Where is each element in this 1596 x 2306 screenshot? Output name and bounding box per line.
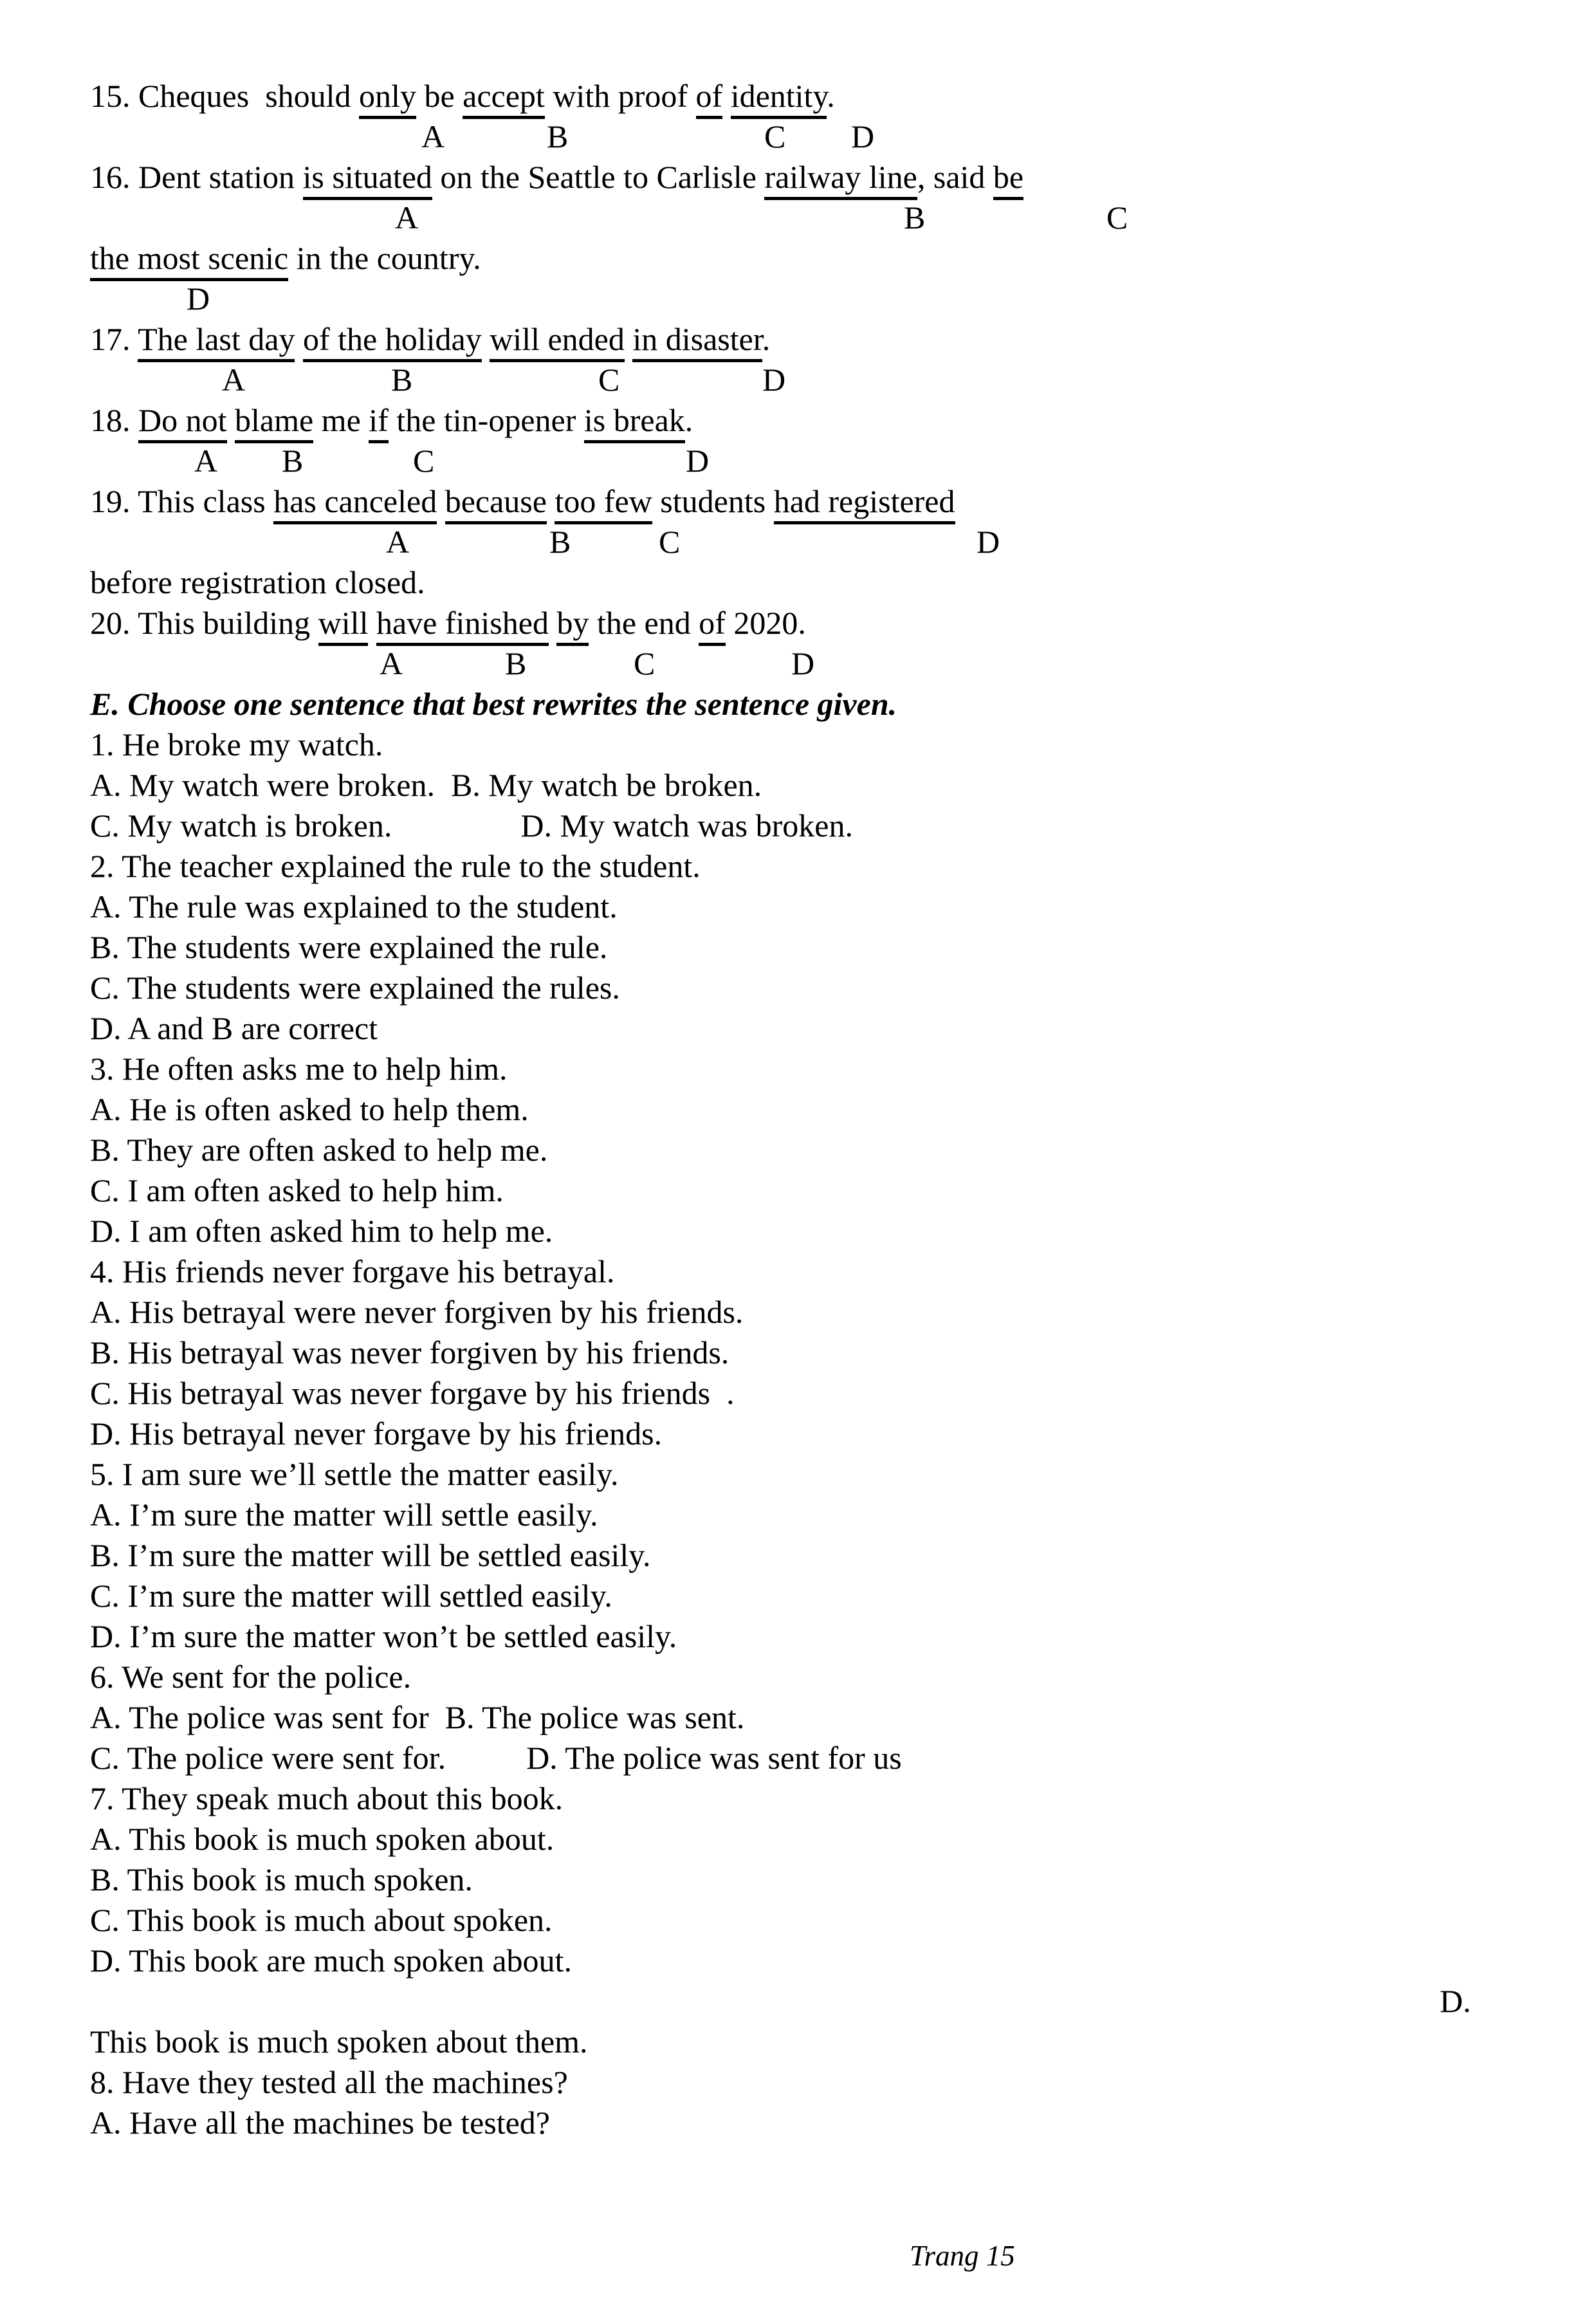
answer-letter-c: C [634,645,656,681]
text-line: 3. He often asks me to help him. [90,1051,508,1087]
answer-letter-c: C [413,443,435,479]
text-line: 8. Have they tested all the machines? [90,2064,568,2100]
text-segment: 19. This class [90,483,274,519]
text-segment: with proof [544,78,696,114]
text-line: A. This book is much spoken about. [90,1821,555,1857]
answer-letter-b: B [391,362,413,398]
underlined-phrase: by [556,605,589,646]
text-line: A. The rule was explained to the student. [90,889,618,925]
error-question-line [90,238,1589,279]
answer-letter-c: C [598,362,620,398]
answer-letter-a: A [194,443,218,479]
section-e-heading: E. Choose one sentence that best rewrites the sentence given. [90,686,897,722]
text-line: D. This book are much spoken about. [90,1942,572,1979]
error-question-line [90,400,1589,441]
error-question-line [90,603,1589,643]
text-line: 5. I am sure we’ll settle the matter easily. [90,1456,619,1492]
underlined-phrase: too few [555,483,652,524]
underlined-phrase: The last day [138,321,295,362]
underlined-phrase: blame [235,402,313,443]
answer-letter-b: B [505,645,527,681]
underlined-phrase: because [445,483,547,524]
text-segment: . [762,321,771,357]
text-line: B. They are often asked to help me. [90,1132,548,1168]
text-segment [547,483,555,519]
text-segment: on the Seattle to Carlisle [432,159,765,195]
answer-letter-row [90,643,1589,684]
text-segment: 15. Cheques should [90,78,360,114]
text-segment: 18. [90,402,138,438]
text-line: 6. We sent for the police. [90,1659,412,1695]
answer-letter-d: D [851,118,875,154]
answer-letter-a: A [395,199,419,235]
text-line: before registration closed. [90,564,425,600]
text-segment: be [416,78,463,114]
text-line: C. I’m sure the matter will settled easily. [90,1578,612,1614]
text-segment: 20. This building [90,605,318,641]
orphan-option-line [90,1981,1589,2022]
answer-letter-a: A [421,118,445,154]
answer-letter-b: B [282,443,304,479]
underlined-phrase: has canceled [273,483,437,524]
answer-letter-row [90,441,1589,481]
answer-letter-d: D [791,645,815,681]
answer-letter-b: B [904,199,926,235]
underlined-phrase: have finished [376,605,549,646]
text-segment [549,605,557,641]
answer-letter-a: A [380,645,403,681]
text-line: B. His betrayal was never forgiven by his friends. [90,1334,729,1370]
answer-letter-a: A [222,362,246,398]
underlined-phrase: is situated [303,159,432,200]
error-question-line [90,481,1589,522]
underlined-phrase: will ended [490,321,625,362]
underlined-phrase: only [359,78,416,119]
answer-letter-d: D [187,281,210,317]
answer-letter-d: D [762,362,786,398]
answer-letter-row [90,198,1589,238]
answer-letter-row [90,279,1589,319]
text-line: A. His betrayal were never forgiven by his friends. [90,1294,744,1330]
text-segment [437,483,445,519]
text-segment: 17. [90,321,138,357]
underlined-phrase: will [318,605,369,646]
underlined-phrase: be [993,159,1023,200]
text-line: A. I’m sure the matter will settle easily. [90,1497,598,1533]
text-line: 4. His friends never forgave his betrayal. [90,1253,615,1289]
text-line: 2. The teacher explained the rule to the student. [90,848,701,884]
text-segment [227,402,235,438]
underlined-phrase: had registered [774,483,955,524]
text-line: A. Have all the machines be tested? [90,2105,550,2141]
text-line: 1. He broke my watch. [90,726,383,762]
underlined-phrase: identity [731,78,827,119]
answer-letter-c: C [659,524,681,560]
text-line: C. I am often asked to help him. [90,1172,504,1208]
underlined-phrase: is break [584,402,685,443]
text-line: D. I am often asked him to help me. [90,1213,553,1249]
text-line: A. He is often asked to help them. [90,1091,529,1127]
text-segment: 2020. [725,605,806,641]
text-line: C. My watch is broken. D. My watch was broken. [90,807,853,844]
answer-letter-c: C [1106,199,1128,235]
underlined-phrase: accept [463,78,545,119]
answer-letter-row [90,360,1589,400]
answer-letter-a: A [386,524,410,560]
text-line: A. My watch were broken. B. My watch be broken. [90,767,762,803]
answer-letter-row [90,116,1589,157]
text-line: C. This book is much about spoken. [90,1902,553,1938]
answer-letter-b: B [547,118,569,154]
underlined-phrase: of the holiday [303,321,482,362]
text-segment [368,605,376,641]
text-segment: me [313,402,369,438]
text-segment [625,321,633,357]
text-line: C. His betrayal was never forgave by his friends . [90,1375,735,1411]
text-segment: . [827,78,835,114]
text-segment: in the country. [288,240,481,276]
text-line: D. His betrayal never forgave by his friends. [90,1416,663,1452]
text-segment: . [684,402,693,438]
underlined-phrase: of [696,78,723,119]
error-question-line [90,76,1589,116]
text-segment: students [652,483,774,519]
page-footer [881,2206,1015,2306]
underlined-phrase: of [699,605,726,646]
underlined-phrase: railway line [764,159,917,200]
underlined-phrase: the most scenic [90,240,288,281]
text-segment: the end [589,605,699,641]
text-line: D. I’m sure the matter won’t be settled easily. [90,1618,677,1654]
text-line: D. A and B are correct [90,1010,378,1046]
page-number-text: Trang 15 [910,2240,1015,2272]
text-segment: , said [917,159,993,195]
answer-letter-row [90,522,1589,562]
answer-letter-d: D [977,524,1000,560]
text-segment [482,321,490,357]
text-segment: 16. Dent station [90,159,303,195]
text-line: 7. They speak much about this book. [90,1780,564,1816]
answer-letter-c: C [764,118,786,154]
text-line: A. The police was sent for B. The police was sent. [90,1699,745,1735]
exam-content [90,76,1589,2143]
underlined-phrase: in disaster [632,321,762,362]
text-line: This book is much spoken about them. [90,2024,588,2060]
orphan-option-label: D. [1440,1983,1471,2019]
answer-letter-d: D [686,443,710,479]
underlined-phrase: if [369,402,389,443]
text-segment [722,78,731,114]
text-line: C. The students were explained the rules. [90,970,620,1006]
text-line: B. The students were explained the rule. [90,929,608,965]
text-segment: the tin-opener [388,402,584,438]
text-segment [295,321,303,357]
text-line: B. I’m sure the matter will be settled easily. [90,1537,651,1573]
text-line: C. The police were sent for. D. The police was sent for us [90,1740,902,1776]
error-question-line [90,319,1589,360]
answer-letter-b: B [549,524,571,560]
error-question-line [90,157,1589,198]
underlined-phrase: Do not [138,402,227,443]
text-line: B. This book is much spoken. [90,1861,473,1897]
